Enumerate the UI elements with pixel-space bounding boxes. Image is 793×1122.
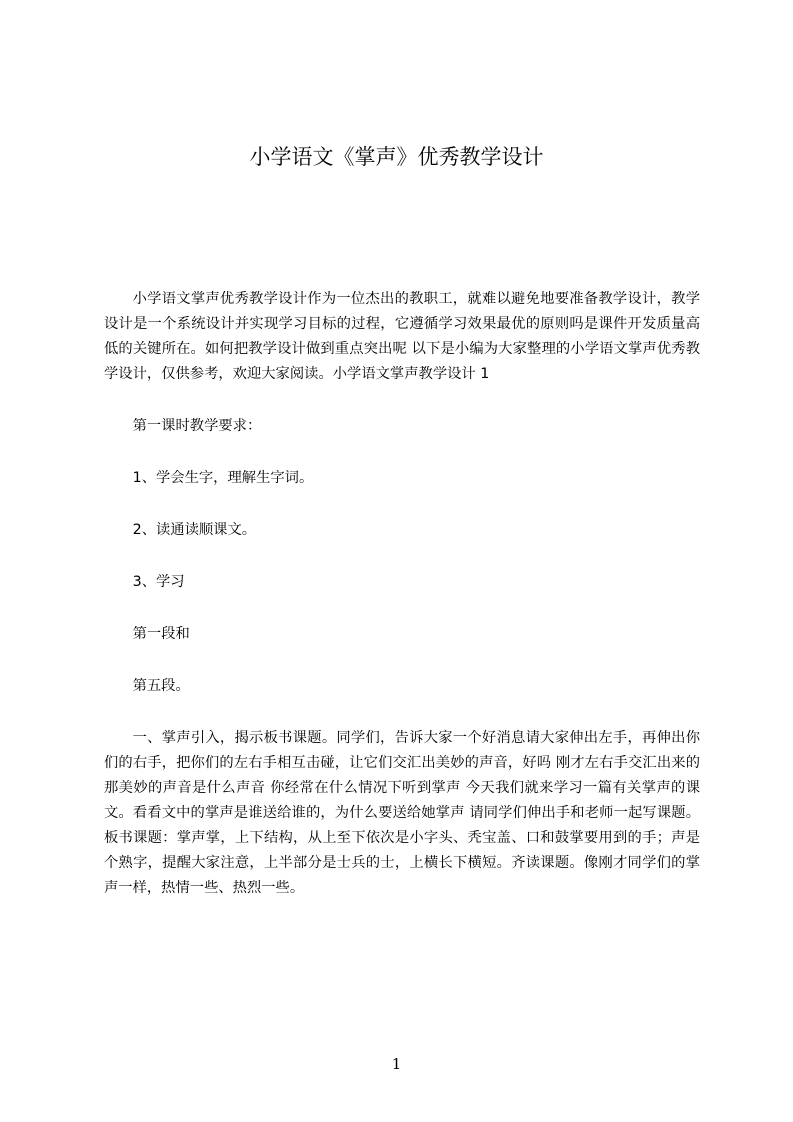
- requirement-item-3-part-3: 第五段。: [132, 678, 190, 694]
- document-title: 小学语文《掌声》优秀教学设计: [249, 145, 544, 169]
- lesson-requirements-heading: 第一课时教学要求：: [132, 418, 262, 434]
- document-body: [104, 287, 700, 901]
- page-number: 1: [391, 1055, 402, 1073]
- requirement-item-2: 2、读通读顺课文。: [132, 522, 257, 538]
- requirement-item-3-part-2: 第一段和: [132, 626, 190, 642]
- requirement-item-3: 3、学习: [132, 574, 185, 590]
- section-one-paragraph: 一、掌声引入，揭示板书课题。同学们，告诉大家一个好消息请大家伸出左手，再伸出你们的右手，把你们的左右手相互击碰，让它们交汇出美妙的声音，好吗 刚才左右手交汇出来的那美妙的声音是什么声音 你经常在什么情况下听到掌声 今天我们就来学习一篇有关掌声的课文。看看文中的掌声是谁送给谁的，为什么要送给她掌声 请同学们伸出手和老师一起写课题。板书课题：掌声掌，上下结构，从上至下依次是小字头、秃宝盖、口和鼓掌要用到的手；声是个熟字，提醒大家注意，上半部分是士兵的士，上横长下横短。齐读课题。像刚才同学们的掌声一样，热情一些、热烈一些。: [104, 730, 700, 896]
- intro-paragraph: 小学语文掌声优秀教学设计作为一位杰出的教职工，就难以避免地要准备教学设计，教学设计是一个系统设计并实现学习目标的过程，它遵循学习效果最优的原则吗是课件开发质量高低的关键所在。如何把教学设计做到重点突出呢 以下是小编为大家整理的小学语文掌声优秀教学设计，仅供参考，欢迎大家阅读。小学语文掌声教学设计 1: [104, 291, 700, 382]
- requirement-item-1: 1、学会生字，理解生字词。: [132, 470, 314, 486]
